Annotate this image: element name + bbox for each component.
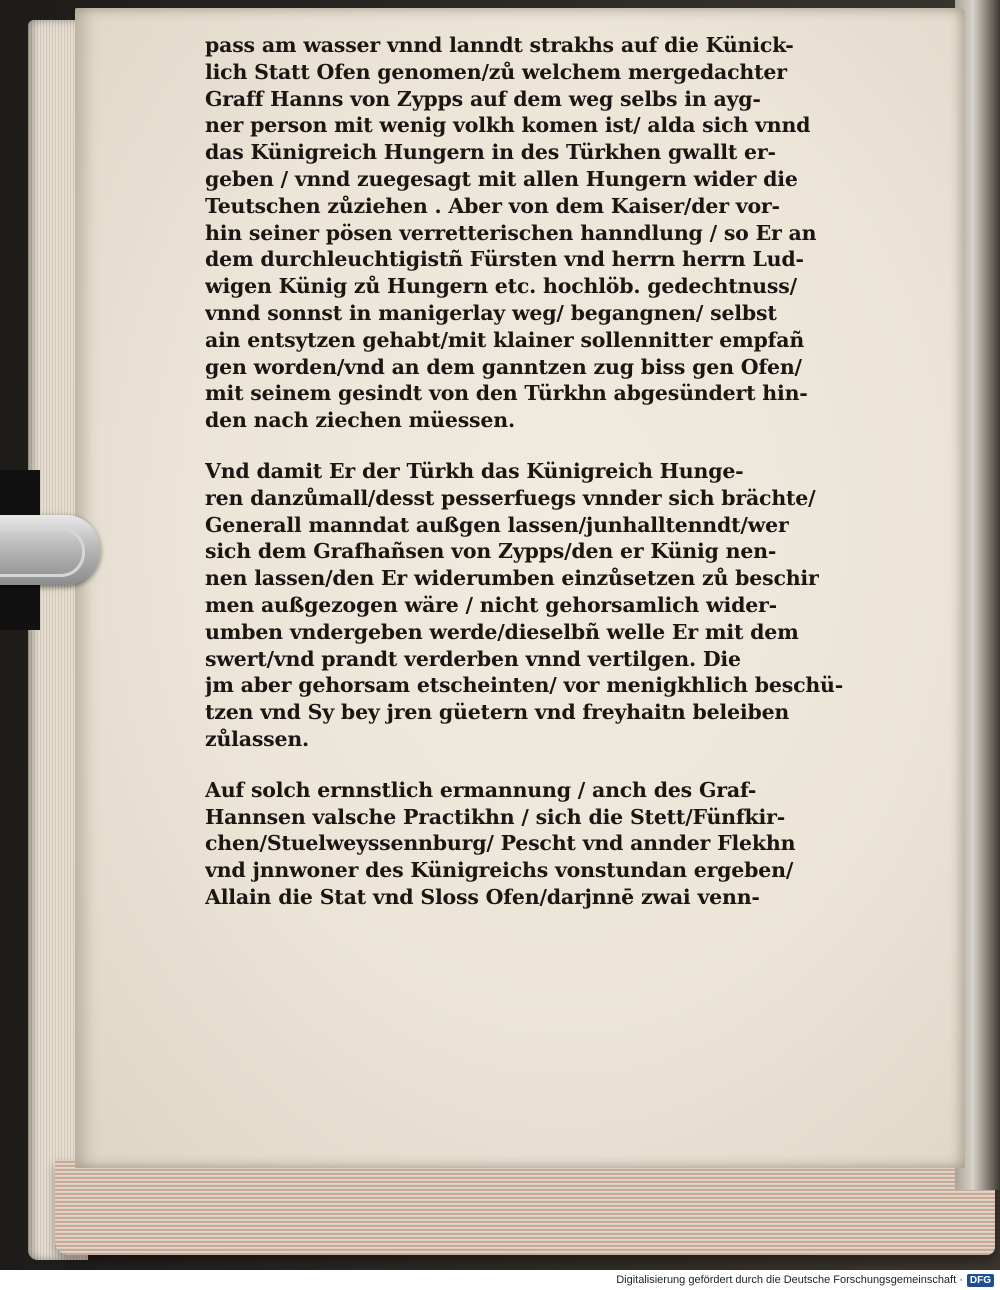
text-line: geben / vnnd zuegesagt mit allen Hungern wider die <box>205 166 798 191</box>
text-line: sich dem Grafhañsen von Zypps/den er Künig nen- <box>205 539 777 564</box>
text-line: ner person mit wenig volkh komen ist/ alda sich vnnd <box>205 113 811 138</box>
text-line: wigen Künig zů Hungern etc. hochlöb. gedechtnuss/ <box>205 274 797 299</box>
text-line: vnd jnnwoner des Künigreichs vonstundan ergeben/ <box>205 858 794 883</box>
text-line: zůlassen. <box>205 726 309 751</box>
book-page-edges-bottom <box>55 1160 995 1255</box>
text-line: den nach ziechen müessen. <box>205 408 515 433</box>
text-line: swert/vnd prandt verderben vnnd vertilgen. Die <box>205 646 741 671</box>
text-line: gen worden/vnd an dem ganntzen zug biss gen Ofen/ <box>205 354 802 379</box>
text-line: Auf solch ernnstlich ermannung / anch des Graf- <box>205 777 757 802</box>
text-line: nen lassen/den Er widerumben einzůsetzen zů beschir <box>205 566 819 591</box>
paragraph <box>205 458 855 753</box>
text-line: das Künigreich Hungern in des Türkhen gwallt er- <box>205 140 776 165</box>
footer-credit: Digitalisierung gefördert durch die Deutsche Forschungsgemeinschaft · <box>616 1274 963 1286</box>
dfg-logo: DFG <box>967 1274 994 1287</box>
page-clip <box>0 515 100 585</box>
text-line: ren danzůmall/desst pesserfuegs vnnder sich brächte/ <box>205 485 816 510</box>
text-line: Allain die Stat vnd Sloss Ofen/darjnnē zwai venn- <box>205 884 760 909</box>
text-line: Vnd damit Er der Türkh das Künigreich Hunge- <box>205 458 744 483</box>
text-line: Hannsen valsche Practikhn / sich die Stett/Fünfkir- <box>205 804 786 829</box>
page-text <box>205 32 855 911</box>
text-line: men außgezogen wäre / nicht gehorsamlich wider- <box>205 592 777 617</box>
text-line: Teutschen zůziehen . Aber von dem Kaiser/der vor- <box>205 193 780 218</box>
text-line: chen/Stuelweyssennburg/ Pescht vnd annder Flekhn <box>205 831 796 856</box>
text-line: jm aber gehorsam etscheinten/ vor menigkhlich beschü- <box>205 673 844 698</box>
text-line: umben vndergeben werde/dieselbñ welle Er mit dem <box>205 619 799 644</box>
text-line: mit seinem gesindt von den Türkhn abgesündert hin- <box>205 381 808 406</box>
paragraph <box>205 32 855 434</box>
text-line: dem durchleuchtigistñ Fürsten vnd herrn herrn Lud- <box>205 247 804 272</box>
paragraph <box>205 777 855 911</box>
text-line: pass am wasser vnnd lanndt strakhs auf die Künick- <box>205 33 794 57</box>
footer-bar <box>0 1270 1000 1290</box>
text-line: Graff Hanns von Zypps auf dem weg selbs in ayg- <box>205 86 761 111</box>
text-line: vnnd sonnst in manigerlay weg/ begangnen/ selbst <box>205 300 777 325</box>
text-line: lich Statt Ofen genomen/zů welchem mergedachter <box>205 59 787 84</box>
text-line: ain entsytzen gehabt/mit klainer sollennitter empfañ <box>205 327 805 352</box>
text-line: Generall manndat außgen lassen/junhalltenndt/wer <box>205 512 789 537</box>
text-line: tzen vnd Sy bey jren güetern vnd freyhaitn beleiben <box>205 700 790 725</box>
text-line: hin seiner pösen verretterischen hanndlung / so Er an <box>205 220 817 245</box>
